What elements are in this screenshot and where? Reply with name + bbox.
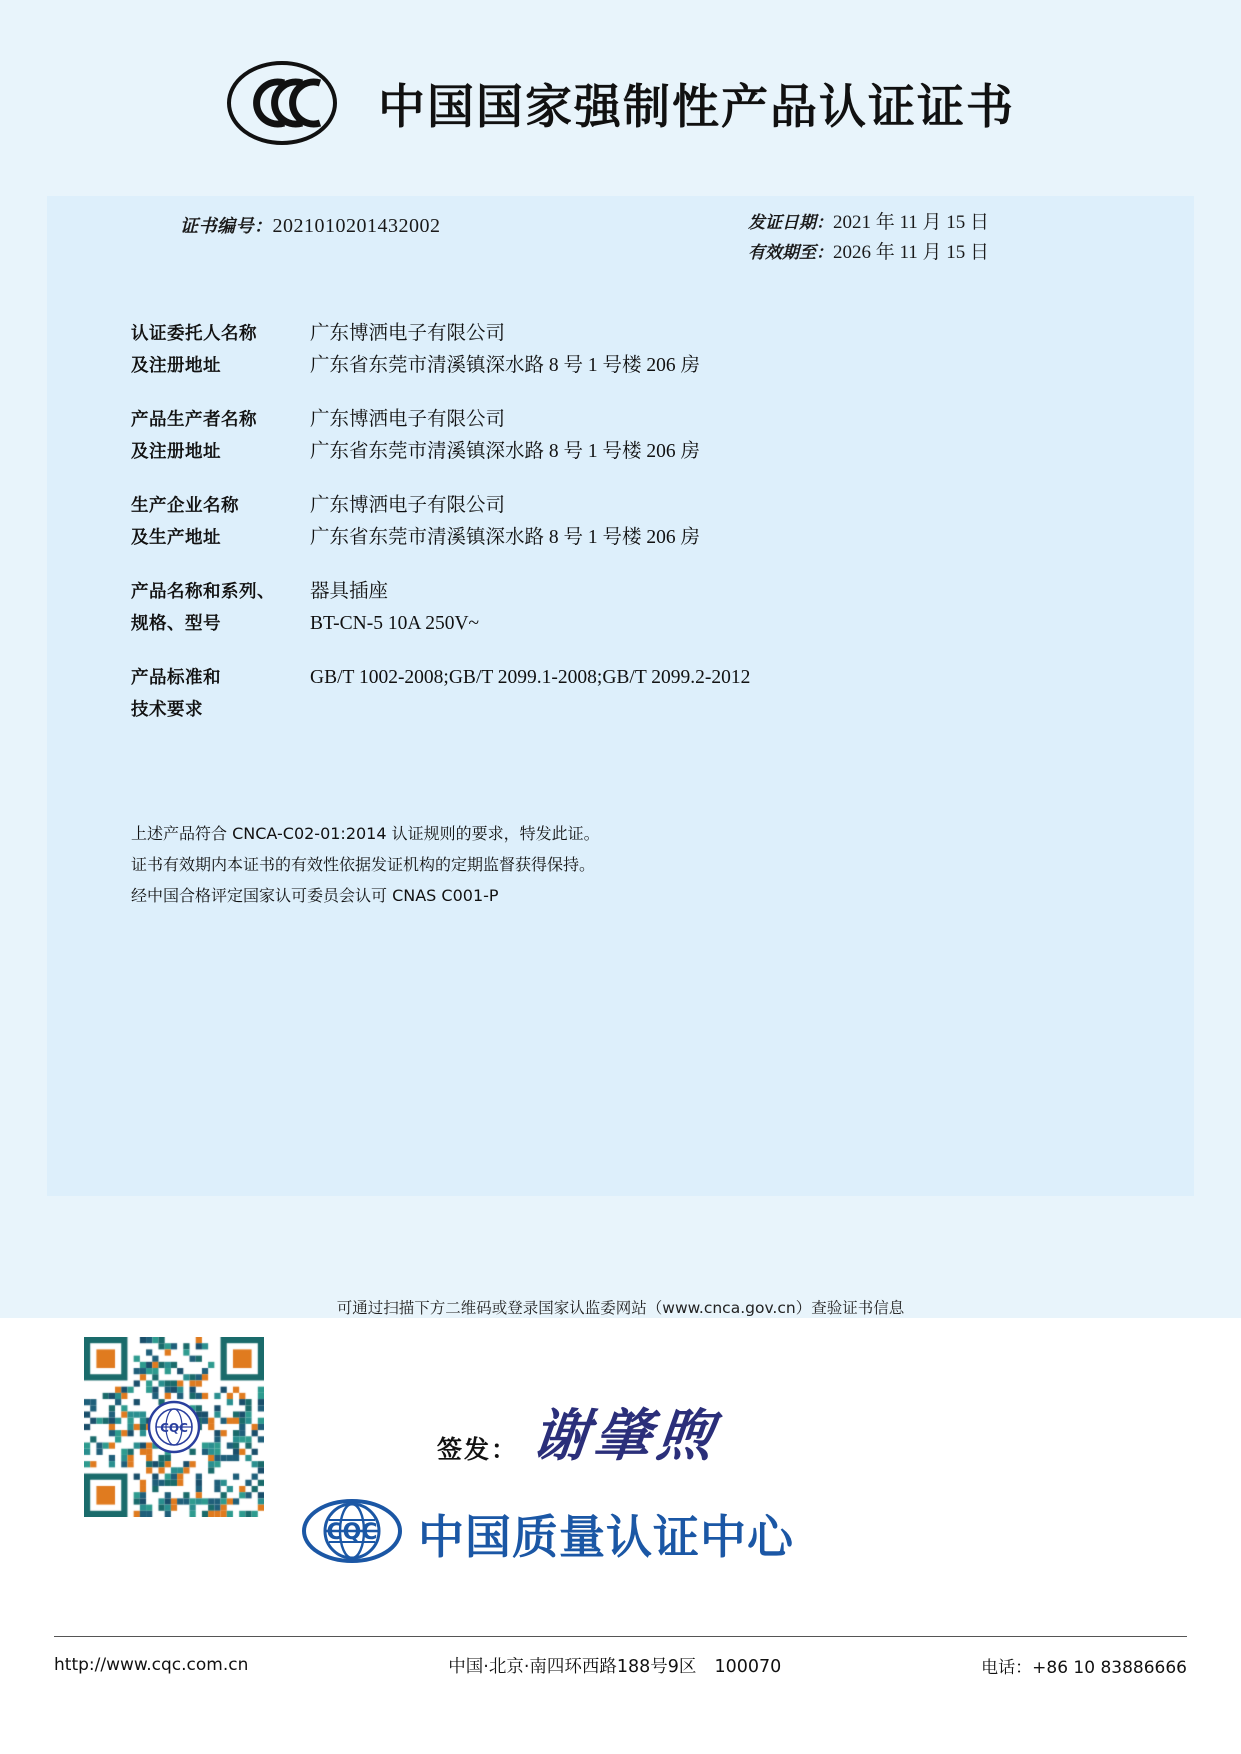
certificate-number-label: 证书编号：: [180, 216, 273, 237]
footer-phone: 电话：+86 10 83886666: [981, 1657, 1187, 1678]
field-label-line1: 产品标准和: [131, 668, 221, 688]
field-label: [131, 404, 304, 468]
field-label-line2: 技术要求: [131, 700, 203, 720]
verification-qr-code[interactable]: [84, 1337, 264, 1517]
certificate-notes: [131, 818, 1091, 911]
field-label-line2: 及注册地址: [131, 356, 221, 376]
signature-name: 谢肇煦: [529, 1403, 723, 1469]
field-label-line1: 产品名称和系列、: [131, 582, 275, 602]
svg-text:CQC: CQC: [326, 1520, 378, 1545]
field-row: [131, 490, 1111, 554]
signature-label: 签发：: [437, 1435, 519, 1464]
field-row: [131, 318, 1111, 382]
footer-address-block: [448, 1653, 781, 1678]
field-value: [304, 662, 1111, 694]
cqc-circle-icon: [146, 1399, 202, 1455]
field-label-line2: 及注册地址: [131, 442, 221, 462]
field-label-line1: 产品生产者名称: [131, 410, 257, 430]
field-value-line1: 广东博洒电子有限公司: [310, 409, 506, 430]
footer-postcode: 100070: [714, 1656, 782, 1677]
note-line: 上述产品符合 CNCA-C02-01:2014 认证规则的要求，特发此证。: [131, 824, 600, 843]
field-label-line1: 认证委托人名称: [131, 324, 257, 344]
footer-divider: [54, 1636, 1187, 1637]
issue-date-row: [748, 208, 989, 238]
certificate-fields: [131, 318, 1111, 748]
certificate-number-value: 2021010201432002: [272, 215, 441, 237]
issuer-name: 中国质量认证中心: [418, 1509, 794, 1564]
field-row: [131, 404, 1111, 468]
field-value-line2: 广东省东莞市清溪镇深水路 8 号 1 号楼 206 房: [310, 355, 701, 376]
field-value: [304, 490, 1111, 554]
field-value-line1: GB/T 1002-2008;GB/T 2099.1-2008;GB/T 2099.2-2012: [310, 667, 751, 688]
field-label-line2: 规格、型号: [131, 614, 221, 634]
issuer-mark: [300, 1498, 794, 1569]
verification-note: 可通过扫描下方二维码或登录国家认监委网站（www.cnca.gov.cn）查验证书信息: [336, 1299, 905, 1317]
valid-until-value: 2026 年 11 月 15 日: [832, 242, 989, 264]
page-title: 中国国家强制性产品认证证书: [378, 79, 1015, 135]
field-value: [304, 404, 1111, 468]
footer-address: 中国·北京·南四环西路188号9区: [448, 1656, 697, 1677]
note-line: 经中国合格评定国家认可委员会认可 CNAS C001-P: [131, 886, 499, 905]
field-row: [131, 662, 1111, 726]
valid-until-row: [748, 238, 989, 268]
field-value-line2: 广东省东莞市清溪镇深水路 8 号 1 号楼 206 房: [310, 527, 701, 548]
cqc-globe-icon: [300, 1498, 404, 1569]
footer-website[interactable]: http://www.cqc.com.cn: [54, 1655, 249, 1675]
issue-date-label: 发证日期：: [747, 213, 833, 233]
field-row: [131, 576, 1111, 640]
field-value-line1: 广东博洒电子有限公司: [310, 323, 506, 344]
ccc-mark-icon: [226, 60, 338, 146]
certificate-number: [180, 212, 441, 238]
field-label: [131, 662, 304, 726]
field-label: [131, 490, 304, 554]
field-value-line2: BT-CN-5 10A 250V~: [310, 613, 480, 634]
field-value: [304, 318, 1111, 382]
note-line: 证书有效期内本证书的有效性依据发证机构的定期监督获得保持。: [131, 855, 596, 874]
field-value-line1: 器具插座: [310, 581, 389, 602]
field-value-line1: 广东博洒电子有限公司: [310, 495, 506, 516]
valid-until-label: 有效期至：: [747, 243, 833, 264]
page-footer: [54, 1650, 1187, 1680]
field-label: [131, 318, 304, 382]
svg-text:CQC: CQC: [160, 1421, 188, 1435]
issue-date-value: 2021 年 11 月 15 日: [832, 212, 989, 233]
field-label: [131, 576, 304, 640]
field-label-line2: 及生产地址: [131, 528, 221, 548]
field-value-line2: 广东省东莞市清溪镇深水路 8 号 1 号楼 206 房: [310, 441, 701, 462]
field-label-line1: 生产企业名称: [131, 496, 239, 516]
certificate-header: [0, 48, 1241, 158]
certificate-dates: [748, 208, 989, 269]
field-value: [304, 576, 1111, 640]
